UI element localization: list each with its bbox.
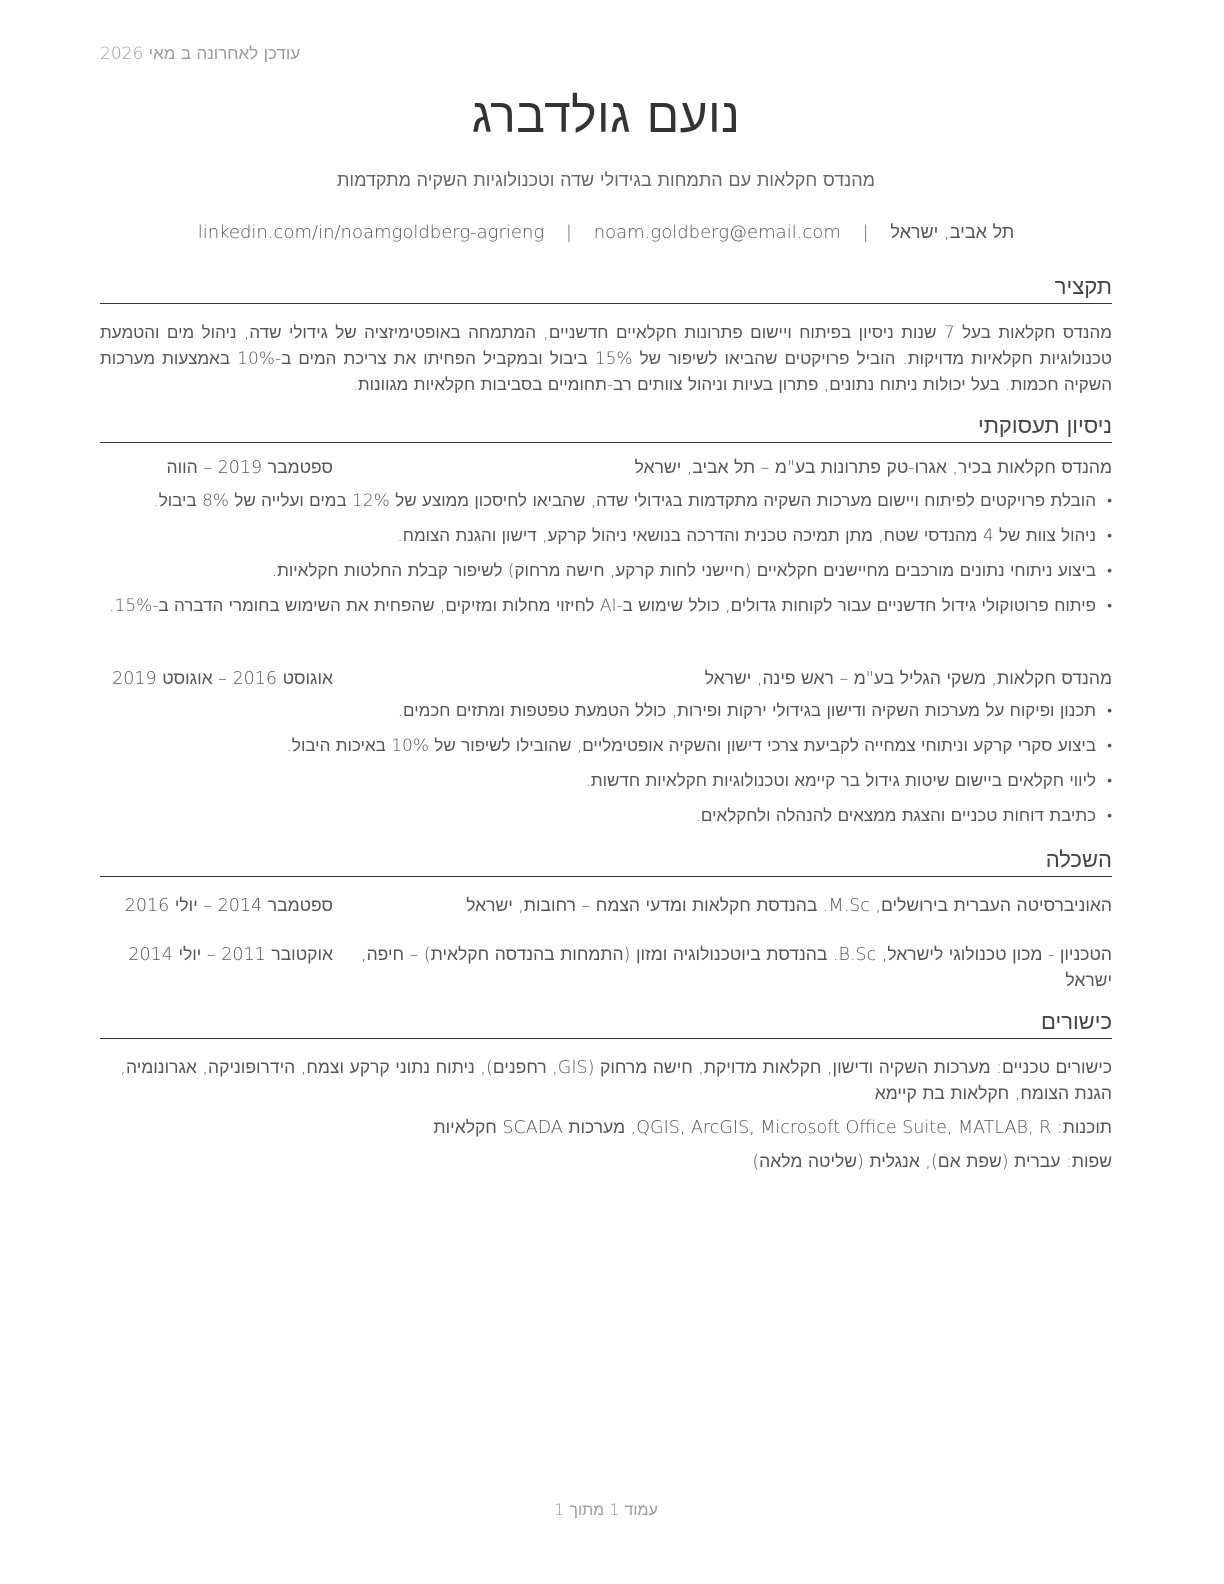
job-header [100,457,1112,483]
contact-email[interactable]: noam.goldberg@email.com [593,222,841,243]
education-degree: האוניברסיטה העברית בירושלים, M.Sc. בהנדסת חקלאות ומדעי הצמח – רחובות, ישראל [466,896,1112,916]
job-title: מהנדס חקלאות, משקי הגליל בע"מ – ראש פינה, ישראל [704,669,1112,689]
skills-software: תוכנות: QGIS, ArcGIS, Microsoft Office Suite, MATLAB, R, מערכות SCADA חקלאיות [433,1118,1112,1138]
page-number: עמוד 1 מתוך 1 [554,1500,658,1519]
candidate-name: נועם גולדברג [471,88,741,144]
candidate-tagline: מהנדס חקלאות עם התמחות בגידולי שדה וטכנולוגיות השקיה מתקדמות [336,170,875,191]
list-item: • פיתוח פרוטוקולי גידול חדשניים עבור לקוחות גדולים, כולל שימוש ב-AI לחיזוי מחלות ומזיקים, שהפחית את השימוש בחומרי הדברה ב-15%. [100,593,1112,619]
section-title-skills: כישורים [100,1009,1112,1039]
list-item: • ביצוע ניתוחי נתונים מורכבים מחיישנים חקלאיים (חיישני לחות קרקע, חישה מרחוק) לשיפור קבלת החלטות חקלאיות. [100,558,1112,584]
education-date: אוקטובר 2011 – יולי 2014 [128,945,333,965]
education-date: ספטמבר 2014 – יולי 2016 [124,896,333,916]
list-item: • ביצוע סקרי קרקע וניתוחי צמחייה לקביעת צרכי דישון והשקיה אופטימליים, שהובילו לשיפור של 10% באיכות היבול. [100,733,1112,759]
bullet-icon: • [1107,738,1112,754]
bullet-icon: • [1107,808,1112,824]
bullet-icon: • [1107,528,1112,544]
contact-separator: | [565,222,572,243]
education-degree: הטכניון - מכון טכנולוגי לישראל, B.Sc. בהנדסת ביוטכנולוגיה ומזון (התמחות בהנדסה חקלאית) – חיפה, ישראל [361,945,1112,991]
list-item: • ניהול צוות של 4 מהנדסי שטח, מתן תמיכה טכנית והדרכה בנושאי ניהול קרקע, דישון והגנת הצומח. [100,523,1112,549]
education-item [100,942,1112,994]
job-bullets [100,698,1112,829]
last-updated-note: עודכן לאחרונה ב מאי 2026 [100,44,301,64]
contact-separator: | [862,222,869,243]
bullet-icon: • [1107,493,1112,509]
job-header [100,668,1112,694]
job-date: אוגוסט 2016 – אוגוסט 2019 [112,669,333,689]
list-item: • הובלת פרויקטים לפיתוח ויישום מערכות השקיה מתקדמות בגידולי שדה, שהביאו לחיסכון ממוצע של 12% במים ועלייה של 8% ביבול. [100,488,1112,514]
summary-text: מהנדס חקלאות בעל 7 שנות ניסיון בפיתוח ויישום פתרונות חקלאיים חדשניים, המתמחה באופטימיזציה של גידולי שדה, ניהול מים והטמעת טכנולוגיות חקלאיות מדויקות. הוביל פרויקטים שהביאו לשיפור של 15% ביבול ובמקביל הפחיתו את צריכת המים ב-10% באמצעות מערכות השקיה חכמות. בעל יכולות ניתוח נתונים, פתרון בעיות וניהול צוותים רב-תחומיים בסביבות חקלאיות מגוונות. [100,323,1113,395]
list-item: • תכנון ופיקוח על מערכות השקיה ודישון בגידולי ירקות ופירות, כולל הטמעת טפטפות ומתזים חכמים. [100,698,1112,724]
list-item: • ליווי חקלאים ביישום שיטות גידול בר קיימא וטכנולוגיות חקלאיות חדשות. [100,768,1112,794]
job-bullets [100,488,1112,619]
section-title-experience: ניסיון תעסוקתי [100,413,1112,443]
resume-page [100,0,1112,1584]
job-date: ספטמבר 2019 – הווה [166,458,333,478]
skills-languages: שפות: עברית (שפת אם), אנגלית (שליטה מלאה) [752,1152,1112,1172]
section-title-education: השכלה [100,847,1112,877]
contact-linkedin[interactable]: linkedin.com/in/noamgoldberg-agrieng [197,222,545,243]
education-item [100,893,1112,919]
contact-line [100,222,1112,243]
contact-location: תל אביב, ישראל [890,222,1015,243]
bullet-icon: • [1107,703,1112,719]
bullet-icon: • [1107,598,1112,614]
skills-technical: כישורים טכניים: מערכות השקיה ודישון, חקלאות מדויקת, חישה מרחוק (GIS, רחפנים), ניתוח נתוני קרקע וצמח, הידרופוניקה, אגרונומיה, הגנת הצומח, חקלאות בת קיימא [120,1058,1112,1104]
job-title: מהנדס חקלאות בכיר, אגרו-טק פתרונות בע"מ – תל אביב, ישראל [634,458,1112,478]
bullet-icon: • [1107,773,1112,789]
section-title-summary: תקציר [100,274,1112,304]
bullet-icon: • [1107,563,1112,579]
list-item: • כתיבת דוחות טכניים והצגת ממצאים להנהלה ולחקלאים. [100,803,1112,829]
